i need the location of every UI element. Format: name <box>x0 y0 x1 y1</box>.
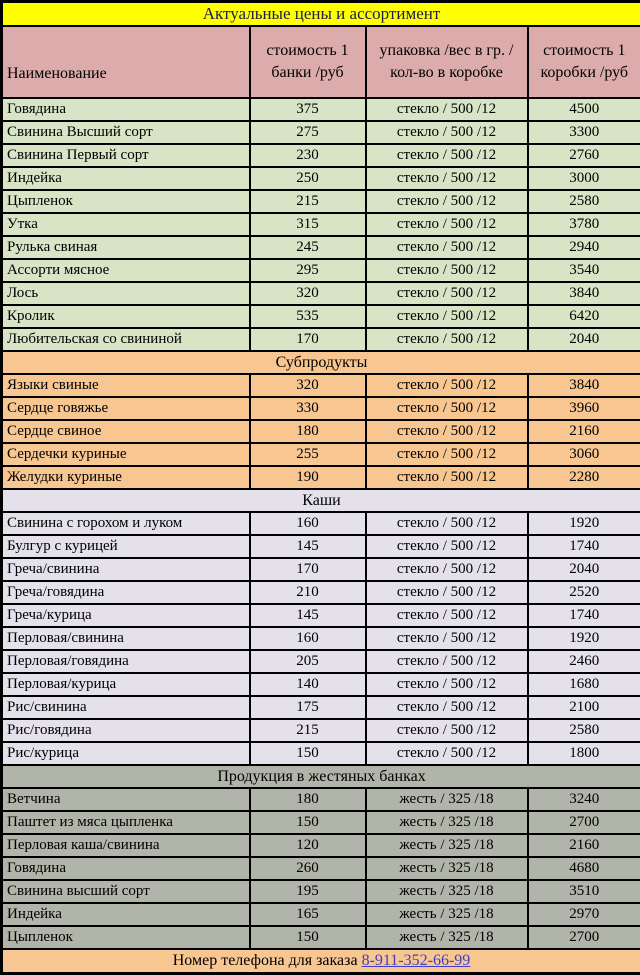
packaging-cell: стекло / 500 /12 <box>366 213 528 236</box>
box-price-cell: 3540 <box>528 259 640 282</box>
table-row <box>2 144 640 167</box>
table-row <box>2 696 640 719</box>
product-name-cell: Свинина Первый сорт <box>2 144 250 167</box>
product-name-cell: Сердце свиное <box>2 420 250 443</box>
table-row <box>2 98 640 121</box>
box-price-cell: 3780 <box>528 213 640 236</box>
jar-price-cell: 180 <box>250 788 366 811</box>
table-row <box>2 604 640 627</box>
table-row <box>2 535 640 558</box>
table-row <box>2 811 640 834</box>
product-name-cell: Сердце говяжье <box>2 397 250 420</box>
phone-link[interactable]: 8-911-352-66-99 <box>362 952 471 969</box>
product-name-cell: Кролик <box>2 305 250 328</box>
jar-price-cell: 150 <box>250 811 366 834</box>
jar-price-cell: 535 <box>250 305 366 328</box>
box-price-cell: 2160 <box>528 834 640 857</box>
box-price-cell: 2580 <box>528 190 640 213</box>
packaging-cell: стекло / 500 /12 <box>366 190 528 213</box>
table-row <box>2 834 640 857</box>
table-row <box>2 788 640 811</box>
table-row <box>2 236 640 259</box>
box-price-cell: 2040 <box>528 328 640 351</box>
product-name-cell: Индейка <box>2 903 250 926</box>
table-row <box>2 673 640 696</box>
product-name-cell: Любительская со свининой <box>2 328 250 351</box>
column-header-name: Наименование <box>2 26 250 98</box>
product-name-cell: Перловая/курица <box>2 673 250 696</box>
title-row <box>2 2 640 27</box>
product-name-cell: Перловая/говядина <box>2 650 250 673</box>
box-price-cell: 2970 <box>528 903 640 926</box>
product-name-cell: Свинина с горохом и луком <box>2 512 250 535</box>
section-header: Каши <box>2 489 640 512</box>
packaging-cell: стекло / 500 /12 <box>366 673 528 696</box>
box-price-cell: 2700 <box>528 926 640 949</box>
packaging-cell: стекло / 500 /12 <box>366 627 528 650</box>
product-name-cell: Ассорти мясное <box>2 259 250 282</box>
page-title: Актуальные цены и ассортимент <box>2 2 640 27</box>
box-price-cell: 3060 <box>528 443 640 466</box>
product-name-cell: Греча/говядина <box>2 581 250 604</box>
box-price-cell: 2280 <box>528 466 640 489</box>
table-row <box>2 650 640 673</box>
table-row <box>2 558 640 581</box>
packaging-cell: стекло / 500 /12 <box>366 121 528 144</box>
footer-row <box>2 949 640 974</box>
packaging-cell: стекло / 500 /12 <box>366 98 528 121</box>
box-price-cell: 3240 <box>528 788 640 811</box>
table-row <box>2 903 640 926</box>
packaging-cell: стекло / 500 /12 <box>366 420 528 443</box>
table-row <box>2 719 640 742</box>
jar-price-cell: 175 <box>250 696 366 719</box>
product-name-cell: Языки свиные <box>2 374 250 397</box>
jar-price-cell: 375 <box>250 98 366 121</box>
product-name-cell: Греча/курица <box>2 604 250 627</box>
jar-price-cell: 215 <box>250 719 366 742</box>
jar-price-cell: 205 <box>250 650 366 673</box>
table-row <box>2 420 640 443</box>
jar-price-cell: 150 <box>250 742 366 765</box>
packaging-cell: стекло / 500 /12 <box>366 328 528 351</box>
table-row <box>2 926 640 949</box>
box-price-cell: 1740 <box>528 604 640 627</box>
box-price-cell: 2580 <box>528 719 640 742</box>
packaging-cell: стекло / 500 /12 <box>366 535 528 558</box>
packaging-cell: стекло / 500 /12 <box>366 742 528 765</box>
box-price-cell: 3840 <box>528 282 640 305</box>
table-row <box>2 397 640 420</box>
table-row <box>2 121 640 144</box>
table-row <box>2 880 640 903</box>
product-name-cell: Желудки куриные <box>2 466 250 489</box>
packaging-cell: жесть / 325 /18 <box>366 926 528 949</box>
product-name-cell: Лось <box>2 282 250 305</box>
packaging-cell: стекло / 500 /12 <box>366 259 528 282</box>
packaging-cell: стекло / 500 /12 <box>366 236 528 259</box>
product-name-cell: Говядина <box>2 857 250 880</box>
section-header-row <box>2 765 640 788</box>
jar-price-cell: 330 <box>250 397 366 420</box>
packaging-cell: стекло / 500 /12 <box>366 581 528 604</box>
jar-price-cell: 150 <box>250 926 366 949</box>
box-price-cell: 2760 <box>528 144 640 167</box>
jar-price-cell: 165 <box>250 903 366 926</box>
box-price-cell: 3840 <box>528 374 640 397</box>
box-price-cell: 2040 <box>528 558 640 581</box>
box-price-cell: 3000 <box>528 167 640 190</box>
section-header-row <box>2 351 640 374</box>
table-row <box>2 213 640 236</box>
product-name-cell: Булгур с курицей <box>2 535 250 558</box>
box-price-cell: 2100 <box>528 696 640 719</box>
column-header-box-price: стоимость 1 коробки /руб <box>528 26 640 98</box>
product-name-cell: Перловая/свинина <box>2 627 250 650</box>
packaging-cell: стекло / 500 /12 <box>366 512 528 535</box>
jar-price-cell: 320 <box>250 282 366 305</box>
packaging-cell: стекло / 500 /12 <box>366 374 528 397</box>
packaging-cell: жесть / 325 /18 <box>366 811 528 834</box>
box-price-cell: 4500 <box>528 98 640 121</box>
table-row <box>2 328 640 351</box>
packaging-cell: жесть / 325 /18 <box>366 903 528 926</box>
table-row <box>2 305 640 328</box>
jar-price-cell: 295 <box>250 259 366 282</box>
product-name-cell: Свинина высший сорт <box>2 880 250 903</box>
product-name-cell: Паштет из мяса цыпленка <box>2 811 250 834</box>
jar-price-cell: 275 <box>250 121 366 144</box>
jar-price-cell: 120 <box>250 834 366 857</box>
product-name-cell: Рис/свинина <box>2 696 250 719</box>
box-price-cell: 2940 <box>528 236 640 259</box>
table-row <box>2 627 640 650</box>
box-price-cell: 6420 <box>528 305 640 328</box>
section-header: Продукция в жестяных банках <box>2 765 640 788</box>
product-name-cell: Цыпленок <box>2 190 250 213</box>
jar-price-cell: 230 <box>250 144 366 167</box>
jar-price-cell: 160 <box>250 512 366 535</box>
box-price-cell: 3960 <box>528 397 640 420</box>
box-price-cell: 1800 <box>528 742 640 765</box>
table-row <box>2 259 640 282</box>
jar-price-cell: 180 <box>250 420 366 443</box>
jar-price-cell: 160 <box>250 627 366 650</box>
table-body <box>2 98 640 949</box>
product-name-cell: Греча/свинина <box>2 558 250 581</box>
box-price-cell: 3300 <box>528 121 640 144</box>
table-row <box>2 581 640 604</box>
box-price-cell: 2520 <box>528 581 640 604</box>
packaging-cell: стекло / 500 /12 <box>366 167 528 190</box>
jar-price-cell: 215 <box>250 190 366 213</box>
jar-price-cell: 190 <box>250 466 366 489</box>
packaging-cell: стекло / 500 /12 <box>366 282 528 305</box>
box-price-cell: 1740 <box>528 535 640 558</box>
box-price-cell: 1920 <box>528 512 640 535</box>
packaging-cell: стекло / 500 /12 <box>366 443 528 466</box>
product-name-cell: Ветчина <box>2 788 250 811</box>
box-price-cell: 1680 <box>528 673 640 696</box>
box-price-cell: 1920 <box>528 627 640 650</box>
jar-price-cell: 315 <box>250 213 366 236</box>
packaging-cell: жесть / 325 /18 <box>366 788 528 811</box>
packaging-cell: стекло / 500 /12 <box>366 650 528 673</box>
packaging-cell: стекло / 500 /12 <box>366 604 528 627</box>
table-row <box>2 857 640 880</box>
product-name-cell: Говядина <box>2 98 250 121</box>
product-name-cell: Свинина Высший сорт <box>2 121 250 144</box>
section-header-row <box>2 489 640 512</box>
product-name-cell: Сердечки куриные <box>2 443 250 466</box>
jar-price-cell: 255 <box>250 443 366 466</box>
jar-price-cell: 245 <box>250 236 366 259</box>
column-header-jar-price: стоимость 1 банки /руб <box>250 26 366 98</box>
jar-price-cell: 250 <box>250 167 366 190</box>
table-row <box>2 443 640 466</box>
table-row <box>2 282 640 305</box>
table-row <box>2 167 640 190</box>
packaging-cell: стекло / 500 /12 <box>366 144 528 167</box>
packaging-cell: стекло / 500 /12 <box>366 466 528 489</box>
packaging-cell: стекло / 500 /12 <box>366 305 528 328</box>
jar-price-cell: 170 <box>250 328 366 351</box>
jar-price-cell: 260 <box>250 857 366 880</box>
packaging-cell: стекло / 500 /12 <box>366 558 528 581</box>
column-header-row <box>2 26 640 98</box>
product-name-cell: Утка <box>2 213 250 236</box>
table-row <box>2 742 640 765</box>
packaging-cell: жесть / 325 /18 <box>366 880 528 903</box>
product-name-cell: Цыпленок <box>2 926 250 949</box>
box-price-cell: 3510 <box>528 880 640 903</box>
table-row <box>2 466 640 489</box>
table-row <box>2 374 640 397</box>
product-name-cell: Рис/говядина <box>2 719 250 742</box>
footer-cell <box>2 949 640 974</box>
box-price-cell: 4680 <box>528 857 640 880</box>
section-header: Субпродукты <box>2 351 640 374</box>
box-price-cell: 2700 <box>528 811 640 834</box>
product-name-cell: Рулька свиная <box>2 236 250 259</box>
jar-price-cell: 320 <box>250 374 366 397</box>
product-name-cell: Индейка <box>2 167 250 190</box>
jar-price-cell: 140 <box>250 673 366 696</box>
table-row <box>2 190 640 213</box>
box-price-cell: 2460 <box>528 650 640 673</box>
product-name-cell: Рис/курица <box>2 742 250 765</box>
jar-price-cell: 195 <box>250 880 366 903</box>
product-name-cell: Перловая каша/свинина <box>2 834 250 857</box>
phone-label: Номер телефона для заказа <box>173 952 362 969</box>
jar-price-cell: 145 <box>250 604 366 627</box>
box-price-cell: 2160 <box>528 420 640 443</box>
packaging-cell: жесть / 325 /18 <box>366 857 528 880</box>
jar-price-cell: 170 <box>250 558 366 581</box>
packaging-cell: стекло / 500 /12 <box>366 696 528 719</box>
jar-price-cell: 145 <box>250 535 366 558</box>
column-header-packaging: упаковка /вес в гр. / кол-во в коробке <box>366 26 528 98</box>
packaging-cell: стекло / 500 /12 <box>366 397 528 420</box>
table-row <box>2 512 640 535</box>
packaging-cell: стекло / 500 /12 <box>366 719 528 742</box>
packaging-cell: жесть / 325 /18 <box>366 834 528 857</box>
jar-price-cell: 210 <box>250 581 366 604</box>
